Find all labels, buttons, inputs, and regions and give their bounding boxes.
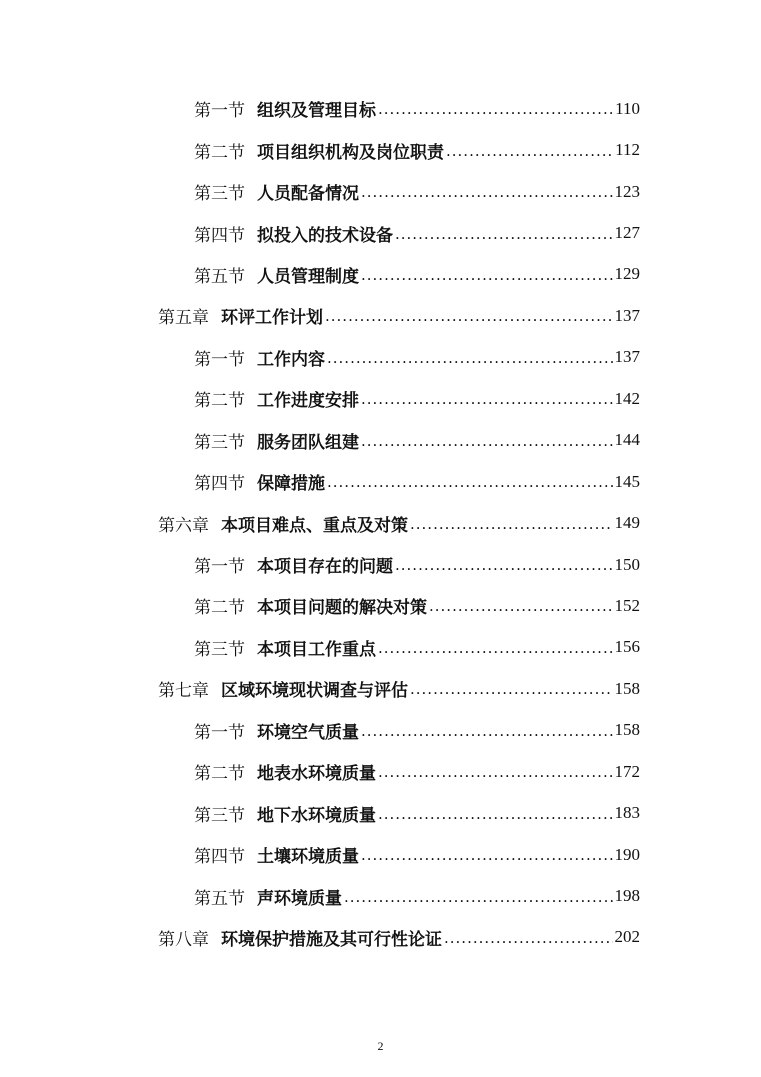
table-of-contents bbox=[0, 88, 761, 958]
toc-dot-leader bbox=[361, 724, 613, 741]
toc-entry-number: 第八章 bbox=[158, 929, 209, 950]
toc-entry-page: 198 bbox=[614, 886, 640, 906]
toc-dot-leader bbox=[327, 351, 613, 368]
toc-entry-page: 158 bbox=[614, 678, 640, 698]
toc-entry-number: 第三节 bbox=[194, 432, 245, 453]
toc-entry-title: 地下水环境质量 bbox=[257, 805, 376, 826]
toc-dot-leader bbox=[378, 641, 613, 658]
toc-entry-title: 地表水环境质量 bbox=[257, 764, 376, 785]
toc-entry-title: 人员配备情况 bbox=[257, 184, 359, 205]
toc-dot-leader bbox=[361, 185, 613, 202]
toc-entry-number: 第七章 bbox=[158, 681, 209, 702]
toc-entry-title: 拟投入的技术设备 bbox=[257, 225, 393, 246]
toc-entry-title: 工作进度安排 bbox=[257, 391, 359, 412]
toc-entry-title: 土壤环境质量 bbox=[257, 847, 359, 868]
toc-entry-title: 组织及管理目标 bbox=[257, 101, 376, 122]
toc-dot-leader bbox=[378, 102, 613, 119]
toc-entry-number: 第五节 bbox=[194, 266, 245, 287]
toc-entry-section[interactable] bbox=[0, 710, 761, 751]
toc-entry-section[interactable] bbox=[0, 544, 761, 585]
toc-entry-page: 137 bbox=[614, 305, 640, 325]
toc-entry-page: 123 bbox=[614, 181, 640, 201]
toc-entry-title: 本项目工作重点 bbox=[257, 639, 376, 660]
toc-dot-leader bbox=[444, 931, 613, 948]
toc-entry-page: 183 bbox=[614, 803, 640, 823]
toc-entry-number: 第二节 bbox=[194, 142, 245, 163]
toc-dot-leader bbox=[429, 599, 613, 616]
toc-entry-number: 第一节 bbox=[194, 722, 245, 743]
toc-dot-leader bbox=[327, 475, 613, 492]
toc-entry-section[interactable] bbox=[0, 88, 761, 129]
toc-entry-title: 保障措施 bbox=[257, 474, 325, 495]
toc-entry-page: 145 bbox=[614, 471, 640, 491]
toc-entry-section[interactable] bbox=[0, 751, 761, 792]
toc-entry-section[interactable] bbox=[0, 337, 761, 378]
toc-entry-title: 服务团队组建 bbox=[257, 432, 359, 453]
toc-entry-number: 第三节 bbox=[194, 184, 245, 205]
page-number: 2 bbox=[377, 1039, 384, 1053]
toc-entry-page: 172 bbox=[614, 761, 640, 781]
toc-dot-leader bbox=[395, 558, 613, 575]
toc-entry-title: 环境保护措施及其可行性论证 bbox=[221, 929, 442, 950]
toc-entry-section[interactable] bbox=[0, 420, 761, 461]
toc-entry-section[interactable] bbox=[0, 378, 761, 419]
toc-entry-page: 137 bbox=[614, 347, 640, 367]
toc-entry-section[interactable] bbox=[0, 834, 761, 875]
toc-dot-leader bbox=[344, 890, 613, 907]
toc-dot-leader bbox=[410, 682, 613, 699]
toc-entry-title: 声环境质量 bbox=[257, 888, 342, 909]
toc-entry-section[interactable] bbox=[0, 171, 761, 212]
toc-dot-leader bbox=[361, 268, 613, 285]
toc-entry-title: 工作内容 bbox=[257, 349, 325, 370]
toc-entry-number: 第二节 bbox=[194, 598, 245, 619]
toc-entry-title: 人员管理制度 bbox=[257, 266, 359, 287]
toc-dot-leader bbox=[361, 392, 613, 409]
toc-entry-section[interactable] bbox=[0, 792, 761, 833]
toc-dot-leader bbox=[378, 807, 613, 824]
toc-entry-number: 第四节 bbox=[194, 847, 245, 868]
toc-entry-page: 190 bbox=[614, 844, 640, 864]
toc-entry-number: 第三节 bbox=[194, 805, 245, 826]
toc-entry-page: 127 bbox=[614, 223, 640, 243]
toc-entry-section[interactable] bbox=[0, 461, 761, 502]
toc-entry-number: 第四节 bbox=[194, 225, 245, 246]
toc-dot-leader bbox=[446, 144, 613, 161]
toc-entry-number: 第五章 bbox=[158, 308, 209, 329]
toc-entry-title: 环境空气质量 bbox=[257, 722, 359, 743]
toc-entry-section[interactable] bbox=[0, 875, 761, 916]
toc-entry-section[interactable] bbox=[0, 254, 761, 295]
toc-entry-title: 本项目存在的问题 bbox=[257, 557, 393, 578]
toc-entry-page: 156 bbox=[614, 637, 640, 657]
toc-dot-leader bbox=[361, 848, 613, 865]
toc-entry-page: 142 bbox=[614, 388, 640, 408]
toc-dot-leader bbox=[361, 434, 613, 451]
toc-entry-number: 第五节 bbox=[194, 888, 245, 909]
toc-entry-title: 项目组织机构及岗位职责 bbox=[257, 142, 444, 163]
toc-entry-chapter[interactable] bbox=[0, 502, 761, 543]
toc-dot-leader bbox=[378, 765, 613, 782]
toc-entry-number: 第二节 bbox=[194, 391, 245, 412]
toc-entry-number: 第六章 bbox=[158, 515, 209, 536]
toc-entry-number: 第四节 bbox=[194, 474, 245, 495]
toc-entry-chapter[interactable] bbox=[0, 668, 761, 709]
toc-entry-page: 129 bbox=[614, 264, 640, 284]
toc-entry-section[interactable] bbox=[0, 585, 761, 626]
toc-entry-number: 第一节 bbox=[194, 349, 245, 370]
toc-entry-section[interactable] bbox=[0, 129, 761, 170]
toc-entry-page: 149 bbox=[614, 513, 640, 533]
toc-entry-number: 第二节 bbox=[194, 764, 245, 785]
toc-entry-chapter[interactable] bbox=[0, 295, 761, 336]
toc-entry-number: 第一节 bbox=[194, 557, 245, 578]
toc-entry-page: 152 bbox=[614, 595, 640, 615]
toc-entry-page: 158 bbox=[614, 720, 640, 740]
toc-entry-section[interactable] bbox=[0, 212, 761, 253]
toc-entry-chapter[interactable] bbox=[0, 917, 761, 958]
toc-entry-page: 150 bbox=[614, 554, 640, 574]
toc-entry-title: 环评工作计划 bbox=[221, 308, 323, 329]
toc-entry-page: 112 bbox=[615, 140, 640, 160]
toc-entry-page: 202 bbox=[614, 927, 640, 947]
toc-entry-title: 本项目难点、重点及对策 bbox=[221, 515, 408, 536]
toc-entry-number: 第一节 bbox=[194, 101, 245, 122]
toc-dot-leader bbox=[395, 227, 613, 244]
toc-entry-title: 本项目问题的解决对策 bbox=[257, 598, 427, 619]
toc-entry-page: 110 bbox=[615, 98, 640, 118]
toc-dot-leader bbox=[325, 309, 613, 326]
toc-dot-leader bbox=[410, 517, 613, 534]
toc-entry-section[interactable] bbox=[0, 627, 761, 668]
toc-entry-number: 第三节 bbox=[194, 639, 245, 660]
toc-entry-page: 144 bbox=[614, 430, 640, 450]
toc-entry-title: 区域环境现状调查与评估 bbox=[221, 681, 408, 702]
